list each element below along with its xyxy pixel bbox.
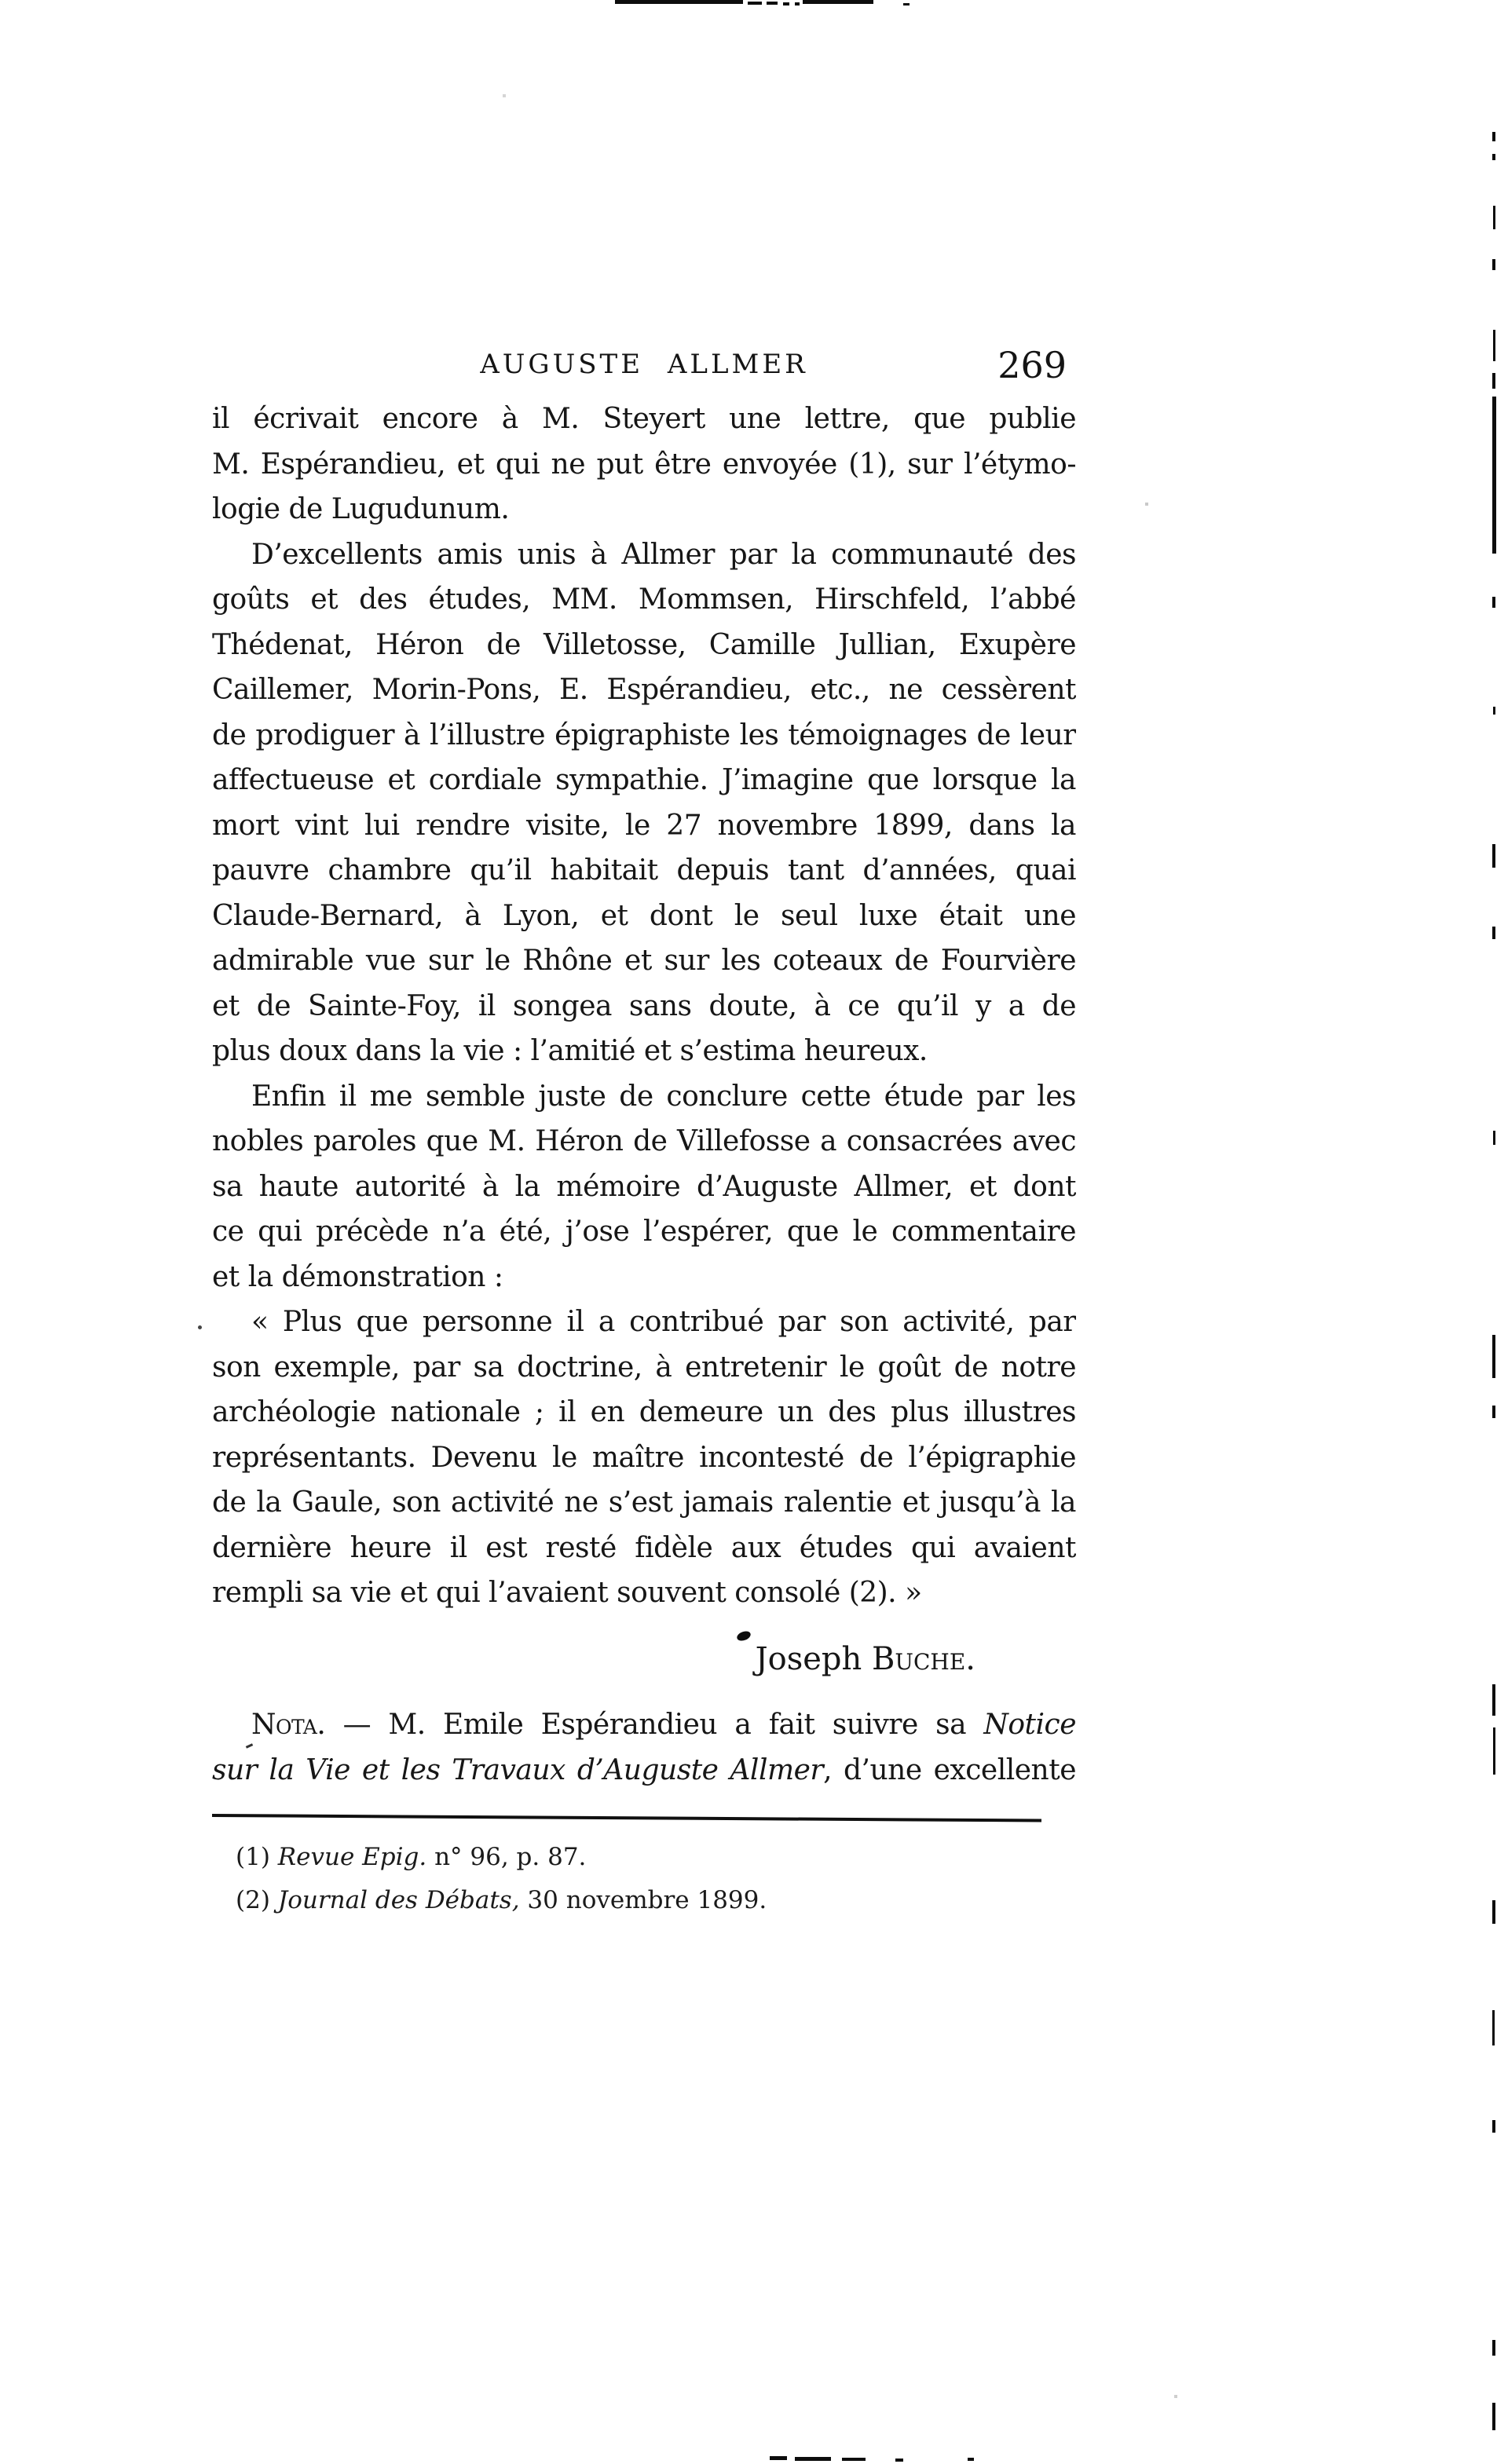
text-line: dernière heure il est resté fidèle aux études qui avaient <box>212 1531 1076 1564</box>
footnotes <box>212 1836 1076 1922</box>
scan-artifact <box>1492 2120 1495 2133</box>
nota-title-italic: Notice <box>983 1709 1076 1741</box>
scan-artifact <box>1492 397 1496 554</box>
scan-artifact <box>968 2458 974 2461</box>
nota-line <box>212 1748 1076 1793</box>
scan-artifact <box>1493 707 1495 715</box>
scan-artifact <box>803 0 873 4</box>
scan-artifact <box>1492 2403 1495 2430</box>
text-line: et la démonstration : <box>212 1260 503 1293</box>
signature-family-name: Buche. <box>872 1641 975 1677</box>
text-line: ce qui précède n’a été, j’ose l’espérer, que le commentaire <box>212 1216 1076 1248</box>
scan-artifact <box>1492 927 1495 939</box>
scan-artifact <box>842 2458 866 2461</box>
text-line: sa haute autorité à la mémoire d’Auguste Allmer, et dont <box>212 1170 1076 1203</box>
footnote-marker: (2) <box>236 1886 270 1914</box>
text-line: de la Gaule, son activité ne s’est jamais ralentie et jusqu’à la <box>212 1486 1076 1519</box>
nota-tail: , d’une excellente <box>823 1753 1076 1786</box>
scan-artifact <box>1492 597 1495 608</box>
scan-artifact <box>1145 503 1148 506</box>
text-line: goûts et des études, MM. Mommsen, Hirschfeld, l’abbé <box>212 583 1076 616</box>
nota-label: Nota. <box>251 1709 326 1741</box>
text-line: représentants. Devenu le maître incontesté de l’épigraphie <box>212 1441 1076 1474</box>
author-signature <box>212 1641 1076 1677</box>
text-line: et de Sainte-Foy, il songea sans doute, à ce qu’il y a de <box>212 989 1076 1022</box>
scan-artifact <box>1492 1900 1495 1924</box>
scan-artifact <box>748 2 762 5</box>
scan-artifact <box>1492 844 1495 868</box>
signature-given-name: Joseph <box>755 1641 872 1677</box>
scan-artifact <box>1492 1684 1495 1716</box>
scan-artifact <box>503 94 506 97</box>
text-line: logie de Lugudunum. <box>212 493 510 525</box>
scan-artifact <box>1492 2340 1495 2356</box>
text-line: son exemple, par sa doctrine, à entretenir le goût de notre <box>212 1351 1076 1384</box>
scan-artifact <box>1492 373 1495 389</box>
scan-artifact <box>1492 132 1495 141</box>
text-line: mort vint lui rendre visite, le 27 novembre 1899, dans la <box>212 809 1076 842</box>
scan-artifact <box>1492 1406 1495 1418</box>
running-title: AUGUSTE ALLMER <box>480 349 808 380</box>
scan-artifact <box>895 2459 903 2462</box>
footnote-text: n° 96, p. 87. <box>426 1843 587 1871</box>
page-header <box>212 344 1076 391</box>
nota-paragraph <box>212 1702 1076 1793</box>
footnote-2 <box>212 1879 1076 1922</box>
text-line: Enfin il me semble juste de conclure cette étude par les <box>251 1080 1076 1113</box>
scan-artifact <box>783 2 789 5</box>
main-text <box>212 397 1076 1616</box>
scan-artifact <box>198 1325 202 1329</box>
scan-artifact <box>1492 2010 1495 2045</box>
footnote-source: Journal des Débats, <box>269 1886 520 1914</box>
text-line: D’excellents amis unis à Allmer par la communauté des <box>251 538 1076 571</box>
scan-artifact <box>1492 1335 1495 1378</box>
scan-artifact <box>1493 330 1495 361</box>
scan-artifact <box>767 2 778 5</box>
footnote-1 <box>212 1836 1076 1879</box>
scan-artifact <box>1492 154 1495 160</box>
text-line: Claude-Bernard, à Lyon, et dont le seul luxe était une <box>212 899 1076 932</box>
scan-artifact <box>1493 1727 1495 1775</box>
scan-artifact <box>1493 206 1495 229</box>
text-line: M. Espérandieu, et qui ne put être envoyée (1), sur l’étymo- <box>212 448 1076 481</box>
footnote-source: Revue Epig. <box>269 1843 427 1871</box>
footnote-marker: (1) <box>236 1843 270 1871</box>
footnote-rule <box>212 1814 1041 1822</box>
scan-artifact <box>770 2456 787 2460</box>
scan-artifact <box>1493 1131 1495 1145</box>
text-line: « Plus que personne il a contribué par son activité, par <box>251 1306 1076 1338</box>
text-line: plus doux dans la vie : l’amitié et s’estima heureux. <box>212 1035 928 1067</box>
text-line: de prodiguer à l’illustre épigraphiste les témoignages de leur <box>212 718 1076 751</box>
scan-artifact <box>795 2 800 5</box>
text-line: rempli sa vie et qui l’avaient souvent consolé (2). » <box>212 1577 922 1609</box>
text-line: il écrivait encore à M. Steyert une lettre, que publie <box>212 403 1076 435</box>
text-line: affectueuse et cordiale sympathie. J’imagine que lorsque la <box>212 764 1076 796</box>
nota-title-italic: sur la Vie et les Travaux d’Auguste Allmer <box>212 1753 824 1786</box>
scan-artifact <box>1492 259 1495 270</box>
nota-line <box>212 1702 1076 1748</box>
scan-artifact <box>795 2457 831 2461</box>
text-line: archéologie nationale ; il en demeure un des plus illustres <box>212 1396 1076 1428</box>
scan-artifact <box>1174 2395 1177 2398</box>
text-line: Caillemer, Morin-Pons, E. Espérandieu, etc., ne cessèrent <box>212 674 1076 706</box>
scan-artifact <box>615 0 743 4</box>
text-line: nobles paroles que M. Héron de Villefosse a consacrées avec <box>212 1125 1076 1157</box>
scan-artifact <box>903 3 910 5</box>
text-line: pauvre chambre qu’il habitait depuis tant d’années, quai <box>212 854 1076 887</box>
nota-lead: — M. Emile Espérandieu a fait suivre sa <box>325 1709 984 1741</box>
footnote-text: 30 novembre 1899. <box>519 1886 767 1914</box>
text-line: admirable vue sur le Rhône et sur les coteaux de Fourvière <box>212 945 1076 977</box>
text-line: Thédenat, Héron de Villetosse, Camille Jullian, Exupère <box>212 628 1076 661</box>
page-number: 269 <box>997 344 1067 386</box>
